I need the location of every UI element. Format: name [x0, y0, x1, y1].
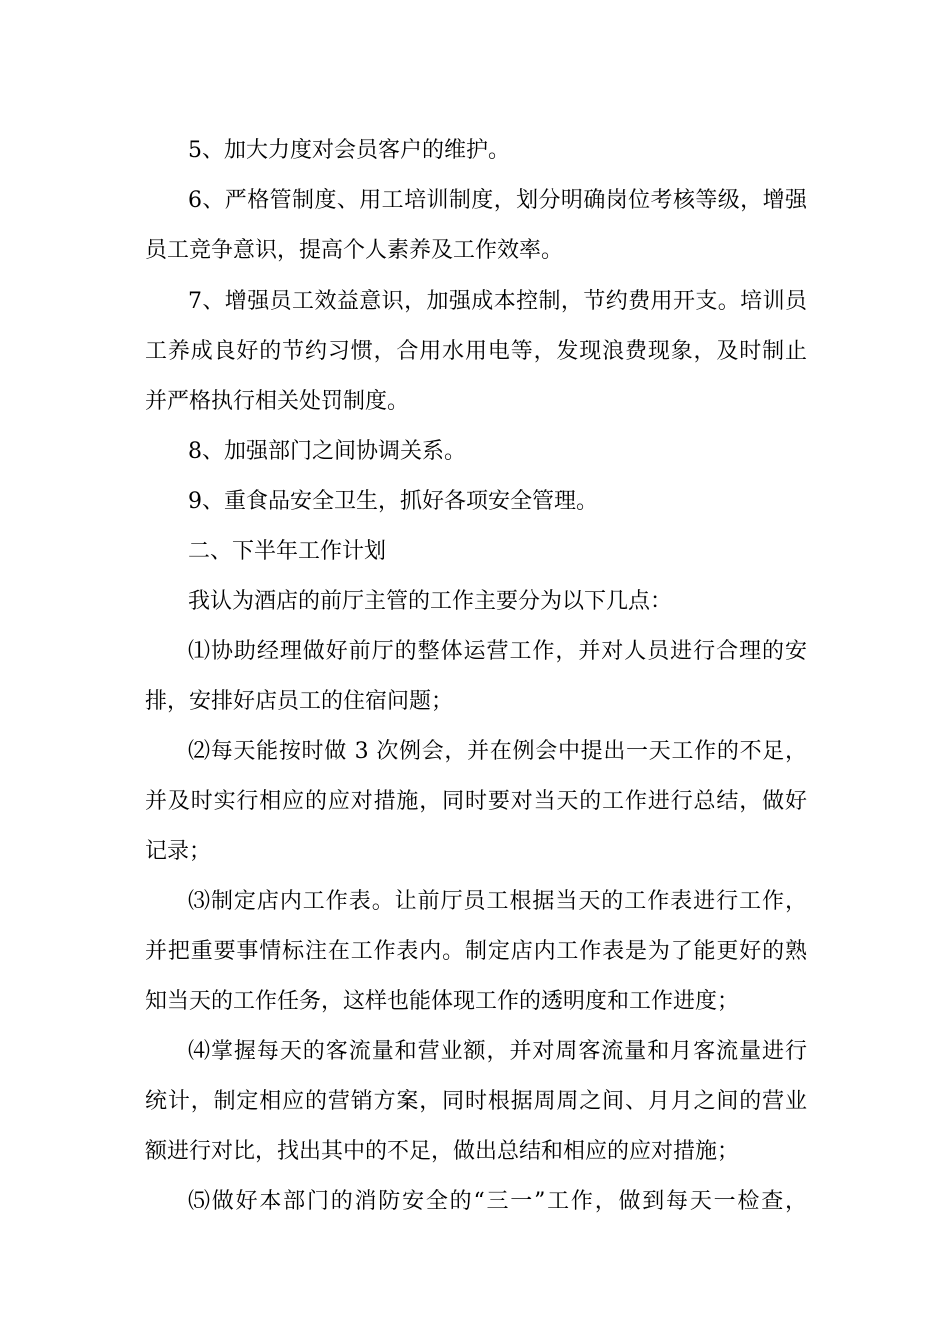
text-line: 我认为酒店的前厅主管的工作主要分为以下几点：: [188, 589, 673, 614]
text-line: ⑵每天能按时做 3 次例会，并在例会中提出一天工作的不足，: [188, 739, 807, 764]
text-line: 9、重食品安全卫生，抓好各项安全管理。: [188, 489, 598, 514]
text-line: 额进行对比，找出其中的不足，做出总结和相应的应对措施；: [145, 1139, 740, 1164]
text-line: 知当天的工作任务，这样也能体现工作的透明度和工作进度；: [145, 989, 740, 1014]
text-line: 并严格执行相关处罚制度。: [145, 389, 410, 414]
text-line: 员工竞争意识，提高个人素养及工作效率。: [145, 238, 564, 263]
text-line: 并及时实行相应的应对措施，同时要对当天的工作进行总结，做好: [145, 789, 807, 814]
text-line: 8、加强部门之间协调关系。: [188, 439, 466, 464]
text-line: ⑴协助经理做好前厅的整体运营工作，并对人员进行合理的安: [188, 639, 807, 664]
text-line: 统计，制定相应的营销方案，同时根据周周之间、月月之间的营业: [145, 1089, 807, 1114]
text-line: 工养成良好的节约习惯，合用水用电等，发现浪费现象，及时制止: [145, 339, 807, 364]
text-line: ⑸做好本部门的消防安全的“三一”工作，做到每天一检查，: [188, 1189, 807, 1214]
text-line: 6、严格管制度、用工培训制度，划分明确岗位考核等级，增强: [188, 188, 807, 213]
text-line: ⑶制定店内工作表。让前厅员工根据当天的工作表进行工作，: [188, 889, 807, 914]
section-heading: 二、下半年工作计划: [188, 539, 387, 564]
text-line: ⑷掌握每天的客流量和营业额，并对周客流量和月客流量进行: [188, 1039, 807, 1064]
text-line: 5、加大力度对会员客户的维护。: [188, 138, 510, 163]
text-line: 记录；: [145, 839, 212, 864]
text-line: 并把重要事情标注在工作表内。制定店内工作表是为了能更好的熟: [145, 939, 807, 964]
text-line: 排，安排好店员工的住宿问题；: [145, 689, 454, 714]
text-line: 7、增强员工效益意识，加强成本控制，节约费用开支。培训员: [188, 289, 807, 314]
